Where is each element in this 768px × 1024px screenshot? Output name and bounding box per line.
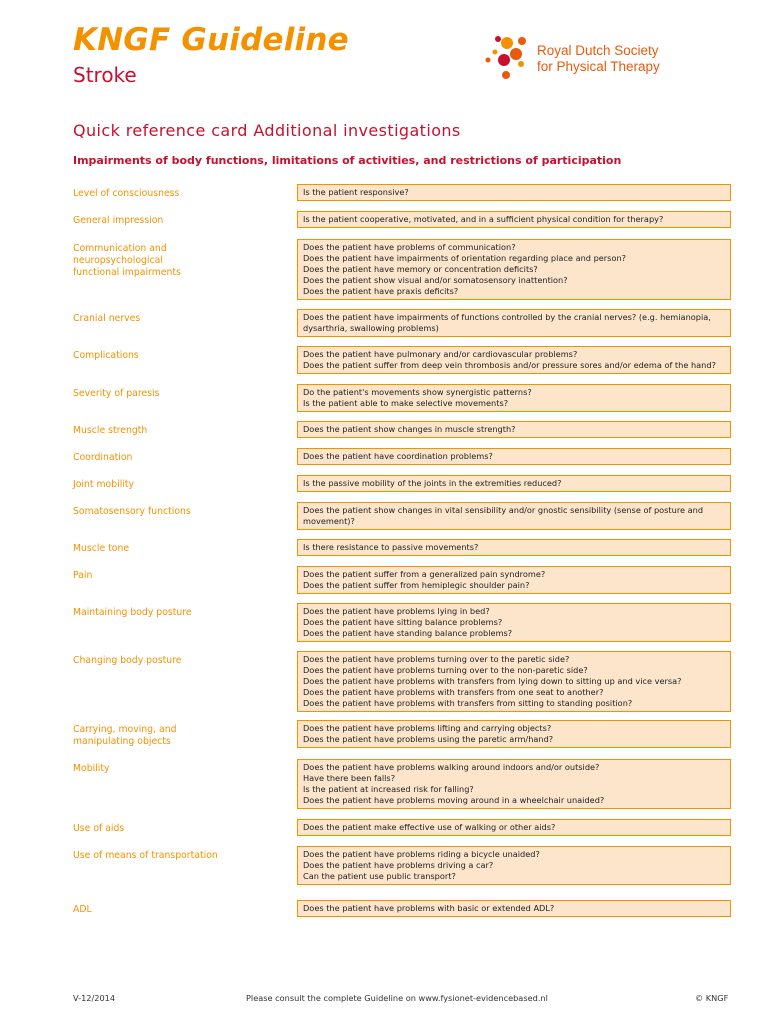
- question-box: [297, 346, 731, 374]
- question-text: Does the patient have sitting balance problems?: [303, 616, 503, 627]
- version-label: V-12/2014: [73, 993, 116, 1003]
- investigation-label: Use of aids: [73, 823, 125, 834]
- organization-line-1: Royal Dutch Society: [537, 43, 659, 58]
- question-text: Have there been falls?: [303, 772, 396, 783]
- question-text: Does the patient have problems with transfers from lying down to sitting up and vice versa?: [303, 675, 682, 686]
- question-box: [297, 759, 731, 809]
- question-box: [297, 566, 731, 594]
- question-text: Does the patient have problems riding a bicycle unaided?: [303, 849, 540, 859]
- question-text: Does the patient have standing balance problems?: [303, 627, 513, 638]
- guideline-subtitle: Stroke: [73, 63, 137, 87]
- question-box: [297, 384, 731, 412]
- question-text: Does the patient make effective use of walking or other aids?: [303, 822, 556, 832]
- question-text: Does the patient have problems lying in bed?: [303, 606, 490, 616]
- question-text: Does the patient have impairments of functions controlled by the cranial nerves? (e.g. hemianopia, dysarthria, swallowing problems): [303, 312, 711, 333]
- question-text: Does the patient have praxis deficits?: [303, 285, 459, 296]
- investigation-label: Somatosensory functions: [73, 506, 191, 517]
- footer-note: Please consult the complete Guideline on www.fysionet-evidencebased.nl: [246, 993, 548, 1003]
- question-text: Does the patient have problems walking around indoors and/or outside?: [303, 762, 600, 772]
- question-text: Is the passive mobility of the joints in the extremities reduced?: [303, 478, 562, 488]
- question-box: [297, 475, 731, 492]
- card-title: Quick reference card Additional investigations: [73, 121, 461, 140]
- question-text: Is the patient able to make selective movements?: [303, 397, 509, 408]
- investigation-label: General impression: [73, 215, 164, 226]
- question-text: Does the patient have problems of communication?: [303, 242, 516, 252]
- question-text: Does the patient have problems with transfers from one seat to another?: [303, 686, 604, 697]
- question-box: [297, 651, 731, 712]
- question-box: [297, 502, 731, 530]
- investigation-label: Coordination: [73, 452, 133, 463]
- question-text: Does the patient have problems driving a car?: [303, 859, 494, 870]
- logo-dots-icon: [480, 33, 540, 93]
- question-text: Is there resistance to passive movements?: [303, 542, 479, 552]
- investigation-label: Complications: [73, 350, 139, 361]
- question-text: Does the patient suffer from hemiplegic shoulder pain?: [303, 579, 530, 590]
- organization-line-2: for Physical Therapy: [537, 59, 660, 74]
- investigation-label: Mobility: [73, 763, 110, 774]
- question-text: Does the patient have problems turning over to the paretic side?: [303, 654, 570, 664]
- question-box: [297, 421, 731, 438]
- question-box: [297, 846, 731, 885]
- section-title: Impairments of body functions, limitations of activities, and restrictions of participation: [73, 154, 622, 167]
- question-text: Does the patient have memory or concentration deficits?: [303, 263, 538, 274]
- investigation-label: Severity of paresis: [73, 388, 160, 399]
- question-box: [297, 184, 731, 201]
- question-text: Does the patient have problems with basic or extended ADL?: [303, 903, 555, 913]
- question-text: Does the patient have problems moving around in a wheelchair unaided?: [303, 794, 605, 805]
- investigation-label: Joint mobility: [73, 479, 135, 490]
- investigation-label: Level of consciousness: [73, 188, 180, 199]
- question-text: Does the patient show changes in vital sensibility and/or gnostic sensibility (sense of posture and movement)?: [303, 505, 704, 526]
- question-text: Does the patient suffer from a generalized pain syndrome?: [303, 569, 546, 579]
- question-text: Does the patient have problems turning over to the non-paretic side?: [303, 664, 588, 675]
- investigation-label: Muscle tone: [73, 543, 130, 554]
- organization-name: [537, 43, 660, 75]
- question-text: Do the patient's movements show synergistic patterns?: [303, 387, 532, 397]
- question-box: [297, 603, 731, 642]
- investigation-label: ADL: [73, 904, 92, 915]
- question-text: Does the patient have problems using the paretic arm/hand?: [303, 733, 554, 744]
- investigation-label: Maintaining body posture: [73, 607, 192, 618]
- question-text: Is the patient responsive?: [303, 187, 409, 197]
- investigation-label: Changing body posture: [73, 655, 182, 666]
- question-text: Does the patient show visual and/or somatosensory inattention?: [303, 274, 568, 285]
- question-text: Is the patient at increased risk for falling?: [303, 783, 474, 794]
- question-box: [297, 211, 731, 228]
- question-box: [297, 539, 731, 556]
- investigation-label: Carrying, moving, and manipulating objects: [73, 724, 177, 747]
- investigation-label: Communication and neuropsychological functional impairments: [73, 243, 181, 278]
- question-text: Does the patient show changes in muscle strength?: [303, 424, 516, 434]
- question-box: [297, 309, 731, 337]
- question-text: Does the patient have coordination problems?: [303, 451, 493, 461]
- copyright: © KNGF: [695, 993, 729, 1003]
- guideline-title: KNGF Guideline: [73, 22, 349, 58]
- question-text: Can the patient use public transport?: [303, 870, 456, 881]
- question-text: Does the patient have problems with transfers from sitting to standing position?: [303, 697, 633, 708]
- investigation-label: Cranial nerves: [73, 313, 141, 324]
- question-text: Does the patient have impairments of orientation regarding place and person?: [303, 252, 626, 263]
- question-text: Does the patient have pulmonary and/or cardiovascular problems?: [303, 349, 578, 359]
- investigation-label: Use of means of transportation: [73, 850, 218, 861]
- question-box: [297, 720, 731, 748]
- investigation-label: Pain: [73, 570, 93, 581]
- investigation-label: Muscle strength: [73, 425, 148, 436]
- question-box: [297, 900, 731, 917]
- question-text: Does the patient suffer from deep vein thrombosis and/or pressure sores and/or edema of the hand?: [303, 359, 716, 370]
- question-text: Is the patient cooperative, motivated, and in a sufficient physical condition for therapy?: [303, 214, 664, 224]
- question-box: [297, 448, 731, 465]
- question-box: [297, 239, 731, 300]
- question-text: Does the patient have problems lifting and carrying objects?: [303, 723, 552, 733]
- question-box: [297, 819, 731, 836]
